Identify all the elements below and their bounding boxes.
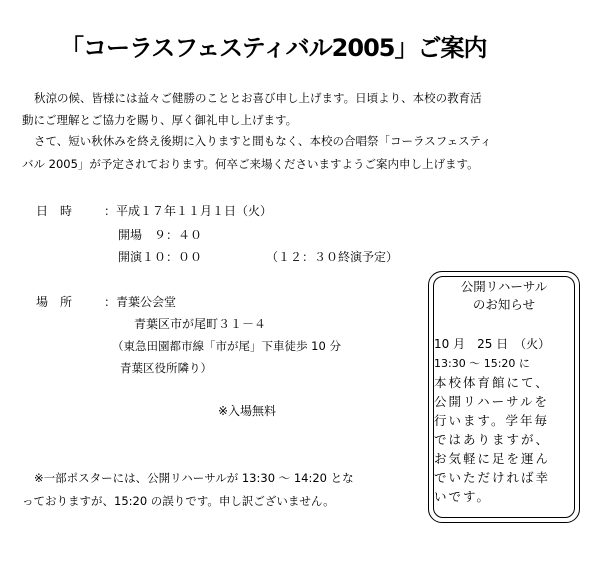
datetime-date: ：平成１７年１１月１日（火）: [104, 204, 273, 218]
place-address: 青葉区市が尾町３１－４: [134, 317, 267, 331]
greeting-line-2: 動にご理解とご協力を賜り、厚く御礼申し上げます。: [22, 113, 298, 127]
correction-line-1: ※一部ポスターには、公開リハーサルが 13:30 ～ 14:20 とな: [34, 471, 354, 485]
notice-body-3: 行います。学年毎: [434, 413, 550, 428]
greeting-line-3: さて、短い秋休みを終え後期に入りますと間もなく、本校の合唱祭「コーラスフェスティ: [34, 134, 492, 148]
notice-body-6: でいただければ幸: [434, 470, 551, 485]
notice-title-line-1: 公開リハーサル: [460, 279, 548, 294]
datetime-label: 日 時: [36, 204, 73, 218]
notice-body-5: お気軽に足を運ん: [434, 451, 551, 466]
place-label: 場 所: [36, 295, 73, 309]
notice-body-7: いです。: [434, 489, 492, 504]
notice-title-line-2: のお知らせ: [472, 297, 536, 312]
admission-free: ※入場無料: [218, 404, 277, 418]
notice-body-2: 公開リハーサルを: [434, 394, 550, 409]
place-name: ：青葉公会堂: [104, 295, 177, 309]
greeting-line-1: 秋涼の候、皆様には益々ご健勝のこととお喜び申し上げます。日頃より、本校の教育活: [34, 91, 482, 105]
notice-time: 13:30 ～ 15:20 に: [434, 357, 530, 370]
datetime-end: （１２：３０終演予定）: [266, 250, 399, 264]
page-title: 「コーラスフェスティバル2005」ご案内: [60, 34, 487, 62]
place-access: （東急田園都市線「市が尾」下車徒歩 10 分: [112, 339, 341, 353]
place-landmark: 青葉区役所隣り）: [120, 361, 212, 375]
notice-body-4: ではありますが、: [434, 432, 551, 447]
notice-body-1: 本校体育館にて、: [434, 375, 550, 390]
datetime-open: 開場 ９：４０: [118, 228, 203, 242]
notice-date: 10 月 25 日 （火）: [434, 337, 551, 351]
datetime-start: 開演１０：００: [118, 250, 203, 264]
greeting-line-4: バル 2005」が予定されております。何卒ご来場くださいますようご案内申し上げます。: [22, 157, 479, 171]
correction-line-2: っておりますが、15:20 の誤りです。申し訳ございません。: [22, 494, 335, 508]
